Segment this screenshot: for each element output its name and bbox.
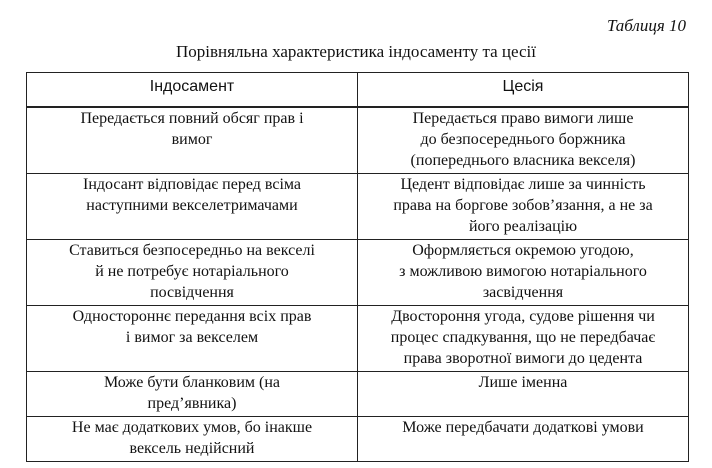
endorsement-cell — [27, 417, 358, 462]
column-header-cession: Цесія — [358, 73, 689, 108]
cell-line: посвідчення — [150, 284, 234, 301]
table-row — [27, 174, 689, 240]
cell-line: Може бути бланковим (на — [103, 374, 281, 391]
cell-line: і вимог за векселем — [125, 329, 259, 346]
cell-line: Може передбачати додаткові умови — [402, 419, 644, 436]
table-header-row — [27, 73, 689, 108]
table-row — [27, 240, 689, 306]
cell-line: процес спадкування, що не передбачає — [390, 329, 656, 346]
cell-line: засвідчення — [482, 284, 564, 301]
cession-cell — [358, 174, 689, 240]
cell-line: Індосант відповідає перед всіма — [82, 176, 301, 193]
endorsement-cell — [27, 174, 358, 240]
cession-cell — [358, 372, 689, 417]
cell-line: Ставиться безпосередньо на векселі — [69, 242, 315, 259]
cell-line: до безпосереднього боржника — [420, 131, 626, 148]
cell-line: Передається повний обсяг прав і — [80, 110, 304, 127]
cell-line: Не має додаткових умов, бо інакше — [71, 419, 313, 436]
cell-line: з можливою вимогою нотаріального — [399, 263, 647, 280]
cell-line: вексель недійсний — [129, 440, 255, 457]
comparison-table — [26, 72, 689, 462]
cell-line: Передається право вимоги лише — [412, 110, 634, 127]
endorsement-cell — [27, 107, 358, 174]
cell-line: права зворотної вимоги до цедента — [403, 350, 643, 367]
cell-line: Двостороння угода, судове рішення чи — [391, 308, 655, 325]
cession-cell — [358, 306, 689, 372]
cell-line: його реалізацію — [468, 218, 578, 235]
cell-line: й не потребує нотаріального — [95, 263, 289, 280]
table-number-label: Таблиця 10 — [606, 16, 686, 35]
cell-line: Оформляється окремою угодою, — [412, 242, 634, 259]
cell-line: вимог — [171, 131, 213, 148]
table-row — [27, 417, 689, 462]
cell-line: Цедент відповідає лише за чинність — [400, 176, 646, 193]
table-row — [27, 372, 689, 417]
cell-line: Одностороннє передання всіх прав — [72, 308, 312, 325]
endorsement-cell — [27, 240, 358, 306]
cession-cell — [358, 240, 689, 306]
table-title: Порівняльна характеристика індосаменту та цесії — [176, 42, 536, 61]
cell-line: (попереднього власника векселя) — [410, 152, 636, 169]
cell-line: Лише іменна — [478, 374, 568, 391]
cell-line: наступними векселетримачами — [86, 197, 298, 214]
table-row — [27, 107, 689, 174]
cell-line: пред’явника) — [147, 395, 237, 412]
endorsement-cell — [27, 372, 358, 417]
cell-line: права на боргове зобов’язання, а не за — [393, 197, 653, 214]
endorsement-cell — [27, 306, 358, 372]
table-row — [27, 306, 689, 372]
cession-cell — [358, 107, 689, 174]
column-header-endorsement: Індосамент — [27, 73, 358, 108]
cession-cell — [358, 417, 689, 462]
